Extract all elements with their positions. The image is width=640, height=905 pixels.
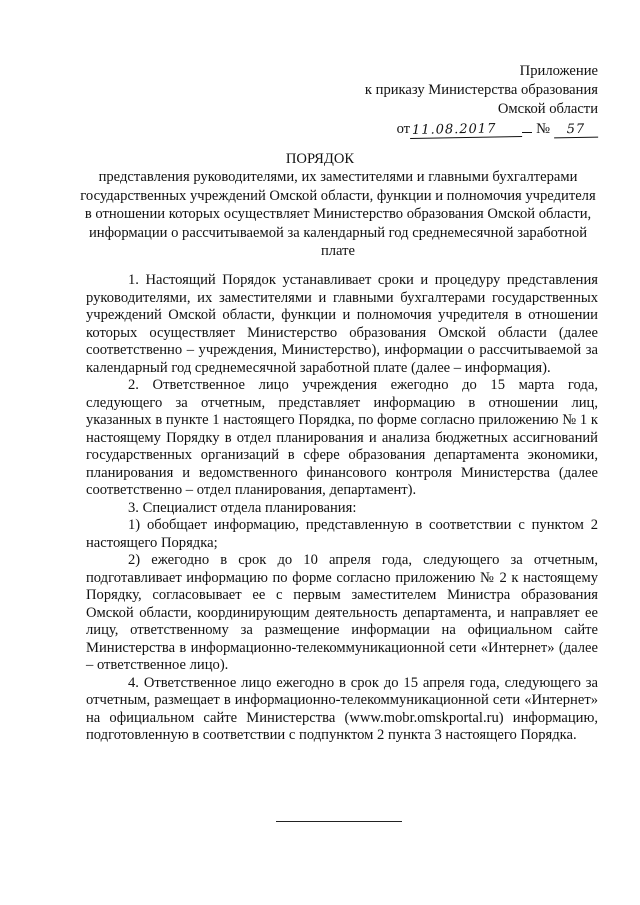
annex-date-number-line [365,118,598,139]
handwritten-date: 11.08.2017 [410,122,522,139]
document-subtitle: представления руководителями, их заместителями и главными бухгалтерами государственных учреждений Омской области, функции и полномочия учредителя в отношении которых осуществляет Министерство образования Омской области, информации о рассчитываемой за календарный год среднемесячной заработной плате [80,169,596,260]
closing-rule [276,821,402,822]
annex-region: Омской области [497,100,598,117]
annex-order-ref: к приказу Министерства образования [364,81,598,98]
annex-block [365,62,598,139]
blank-underline [522,118,532,133]
paragraph-3: 3. Специалист отдела планирования: [128,499,357,516]
handwritten-order-number: 57 [554,123,598,139]
annex-title: Приложение [519,63,598,79]
paragraph-2: 2. Ответственное лицо учреждения ежегодно до 15 марта года, следующего за отчетным, представляет информацию в отношении лиц, указанных в пункте 1 настоящего Порядка, по форме согласно приложению № 1 к настоящему Порядку в отдел планирования и анализа бюджетных ассигнований государственных организаций в сфере образования департамента экономики, планирования и ведомственного финансового контроля Министерства (далее соответственно – отдел планирования, департамент). [86,377,598,498]
paragraph-4: 4. Ответственное лицо ежегодно в срок до 15 апреля года, следующего за отчетным, размещает в информационно-телекоммуникационной сети «Интернет» на официальном сайте Министерства (www.mobr.omskportal.ru) информацию, подготовленную в соответствии с подпунктом 2 пункта 3 настоящего Порядка. [86,674,598,743]
document-body [86,272,598,745]
paragraph-1: 1. Настоящий Порядок устанавливает сроки и процедуру представления руководителями, их заместителями и главными бухгалтерами государственных учреждений Омской области, функции и полномочия учредителя в отношении которых осуществляет Министерство образования Омской области (далее соответственно – учреждения, Министерство), информации о рассчитываемой за календарный год среднемесячной заработной плате (далее – информация). [86,272,598,376]
paragraph-3-1: 1) обобщает информацию, представленную в соответствии с пунктом 2 настоящего Порядка; [86,517,598,551]
document-title: ПОРЯДОК [285,151,355,167]
paragraph-3-2: 2) ежегодно в срок до 10 апреля года, следующего за отчетным, подготавливает информацию по форме согласно приложению № 2 к настоящему Порядку, согласовывает ее с первым заместителем Министра образования Омской области, координирующим деятельность департамента, и направляет ее лицу, ответственному за размещение информации на официальном сайте Министерства в информационно-телекоммуникационной сети «Интернет» (далее – ответственное лицо). [86,552,598,673]
number-sign: № [536,121,550,138]
date-prefix: от [396,121,411,138]
